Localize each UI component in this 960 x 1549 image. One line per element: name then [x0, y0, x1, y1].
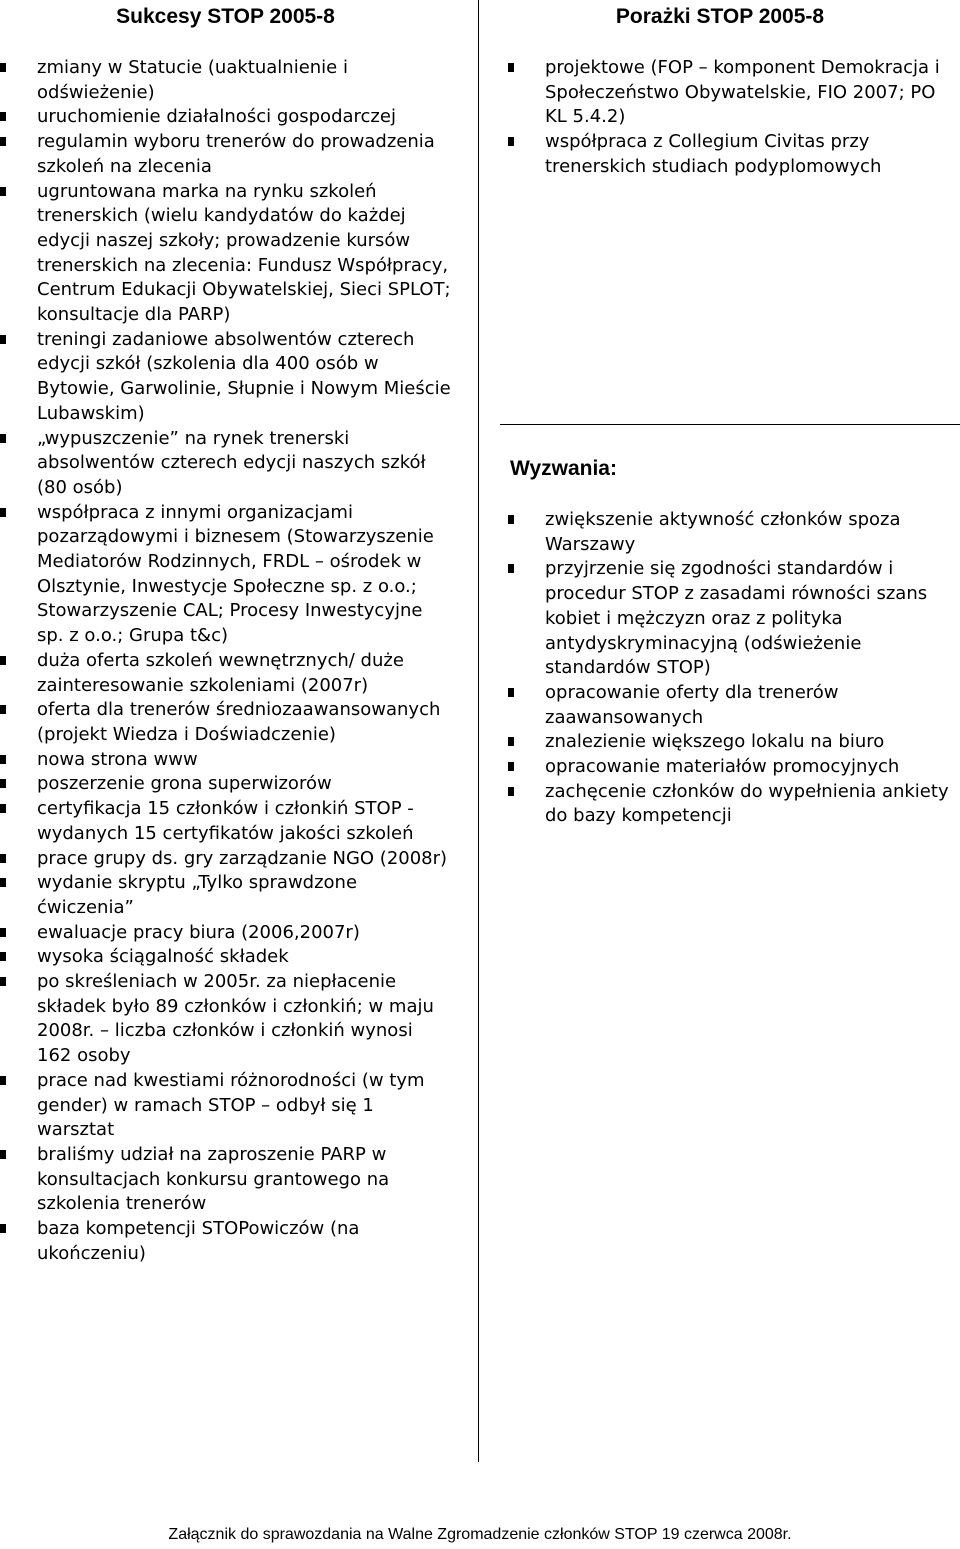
failures-list [508, 56, 958, 180]
square-bullet-icon [0, 705, 6, 714]
list-item-text: certyfikacja 15 członków i członkiń STOP -wydanych 15 certyfikatów jakości szkoleń [37, 798, 414, 844]
list-item-text: przyjrzenie się zgodności standardów i procedur STOP z zasadami równości szans kobiet i mężczyzn oraz z polityka antydyskryminacyjną (odświeżenie standardów STOP) [545, 558, 928, 679]
list-item-text: współpraca z innymi organizacjami pozarządowymi i biznesem (Stowarzyszenie Mediatorów Rodzinnych, FRDL – ośrodek w Olsztynie, Inwestycje Społeczne sp. z o.o.; Stowarzyszenie CAL; Procesy Inwestycyjne sp. z o.o.; Grupa t&c) [37, 501, 434, 647]
square-bullet-icon [0, 928, 6, 937]
list-item-text: poszerzenie grona superwizorów [37, 773, 332, 795]
square-bullet-icon [0, 1224, 6, 1233]
list-item [508, 780, 958, 829]
list-item-text: nowa strona www [37, 748, 198, 770]
list-item [0, 945, 452, 970]
list-item [0, 847, 452, 872]
list-item [508, 730, 958, 755]
list-item [508, 508, 958, 557]
list-item [0, 427, 452, 501]
list-item [0, 970, 452, 1069]
square-bullet-icon [0, 434, 6, 443]
square-bullet-icon [0, 878, 6, 887]
square-bullet-icon [0, 508, 6, 517]
list-item-text: uruchomienie działalności gospodarczej [37, 106, 396, 128]
square-bullet-icon [0, 187, 6, 196]
column-divider [478, 0, 479, 1462]
list-item-text: prace nad kwestiami różnorodności (w tym gender) w ramach STOP – odbył się 1 warsztat [37, 1069, 425, 1141]
square-bullet-icon [0, 1076, 6, 1085]
list-item [0, 871, 452, 920]
list-item-text: zwiększenie aktywność członków spoza Warszawy [545, 509, 901, 555]
list-item-text: duża oferta szkoleń wewnętrznych/ duże zainteresowanie szkoleniami (2007r) [37, 649, 404, 696]
list-item [508, 56, 958, 130]
square-bullet-icon [508, 137, 514, 146]
list-item [0, 105, 452, 130]
list-item [0, 772, 452, 797]
square-bullet-icon [508, 762, 514, 771]
square-bullet-icon [0, 1150, 6, 1159]
challenges-heading: Wyzwania: [510, 457, 617, 480]
square-bullet-icon [0, 112, 6, 121]
list-item-text: wysoka ściągalność składek [37, 946, 289, 968]
list-item-text: braliśmy udział na zaproszenie PARP w konsultacjach konkursu grantowego na szkolenia trenerów [37, 1143, 390, 1215]
square-bullet-icon [0, 335, 6, 344]
square-bullet-icon [508, 688, 514, 697]
list-item-text: ewaluacje pracy biura (2006,2007r) [37, 921, 360, 943]
list-item [0, 328, 452, 427]
list-item [508, 130, 958, 179]
list-item [0, 649, 452, 698]
square-bullet-icon [0, 137, 6, 146]
challenges-list [508, 508, 958, 829]
list-item-text: regulamin wyboru trenerów do prowadzenia szkoleń na zlecenia [37, 131, 435, 177]
square-bullet-icon [0, 779, 6, 788]
list-item-text: zmiany w Statucie (uaktualnienie i odświeżenie) [37, 57, 348, 103]
list-item [0, 921, 452, 946]
square-bullet-icon [508, 564, 514, 573]
list-item-text: projektowe (FOP – komponent Demokracja i Społeczeństwo Obywatelskie, FIO 2007; PO KL 5.4.2) [545, 57, 940, 128]
list-item-text: ugruntowana marka na rynku szkoleń trenerskich (wielu kandydatów do każdej edycji naszej szkoły; prowadzenie kursów trenerskich na zlecenia: Fundusz Współpracy, Centrum Edukacji Obywatelskiej, Sieci SPLOT; konsultacje dla PARP) [37, 180, 451, 326]
list-item-text: zachęcenie członków do wypełnienia ankiety do bazy kompetencji [545, 780, 949, 827]
square-bullet-icon [508, 737, 514, 746]
list-item [0, 180, 452, 328]
square-bullet-icon [0, 854, 6, 863]
square-bullet-icon [0, 977, 6, 986]
list-item [0, 797, 452, 846]
list-item [0, 501, 452, 649]
failures-heading: Porażki STOP 2005-8 [615, 5, 825, 28]
list-item-text: prace grupy ds. gry zarządzanie NGO (2008r) [37, 847, 448, 869]
list-item [508, 557, 958, 681]
successes-list [0, 56, 452, 1266]
section-divider [500, 424, 960, 425]
square-bullet-icon [0, 656, 6, 665]
list-item [0, 56, 452, 105]
list-item [508, 681, 958, 730]
square-bullet-icon [0, 755, 6, 764]
list-item-text: opracowanie oferty dla trenerów zaawansowanych [545, 681, 839, 728]
list-item-text: treningi zadaniowe absolwentów czterech edycji szkół (szkolenia dla 400 osób w Bytowie, Garwolinie, Słupnie i Nowym Mieście Lubawskim) [37, 328, 451, 424]
square-bullet-icon [0, 804, 6, 813]
square-bullet-icon [0, 63, 6, 72]
list-item [0, 1069, 452, 1143]
list-item-text: baza kompetencji STOPowiczów (na ukończeniu) [37, 1218, 360, 1264]
list-item [0, 130, 452, 179]
list-item [0, 1217, 452, 1266]
list-item [0, 698, 452, 747]
square-bullet-icon [508, 515, 514, 524]
square-bullet-icon [508, 63, 514, 72]
list-item-text: „wypuszczenie” na rynek trenerski absolwentów czterech edycji naszych szkół (80 osób) [37, 427, 426, 498]
list-item-text: współpraca z Collegium Civitas przy trenerskich studiach podyplomowych [545, 131, 882, 177]
list-item [0, 1143, 452, 1217]
list-item-text: znalezienie większego lokalu na biuro [545, 731, 885, 753]
list-item-text: wydanie skryptu „Tylko sprawdzone ćwiczenia” [37, 872, 358, 918]
list-item-text: opracowanie materiałów promocyjnych [545, 756, 900, 778]
square-bullet-icon [0, 952, 6, 961]
list-item [0, 748, 452, 773]
square-bullet-icon [508, 787, 514, 796]
footer-note: Załącznik do sprawozdania na Walne Zgromadzenie członków STOP 19 czerwca 2008r. [168, 1526, 792, 1543]
list-item-text: oferta dla trenerów średniozaawansowanych (projekt Wiedza i Doświadczenie) [37, 699, 441, 745]
list-item-text: po skreśleniach w 2005r. za niepłacenie składek było 89 członków i członkiń; w maju 2008r. – liczba członków i członkiń wynosi 162 osoby [37, 971, 434, 1067]
successes-heading: Sukcesy STOP 2005-8 [116, 5, 335, 28]
list-item [508, 755, 958, 780]
